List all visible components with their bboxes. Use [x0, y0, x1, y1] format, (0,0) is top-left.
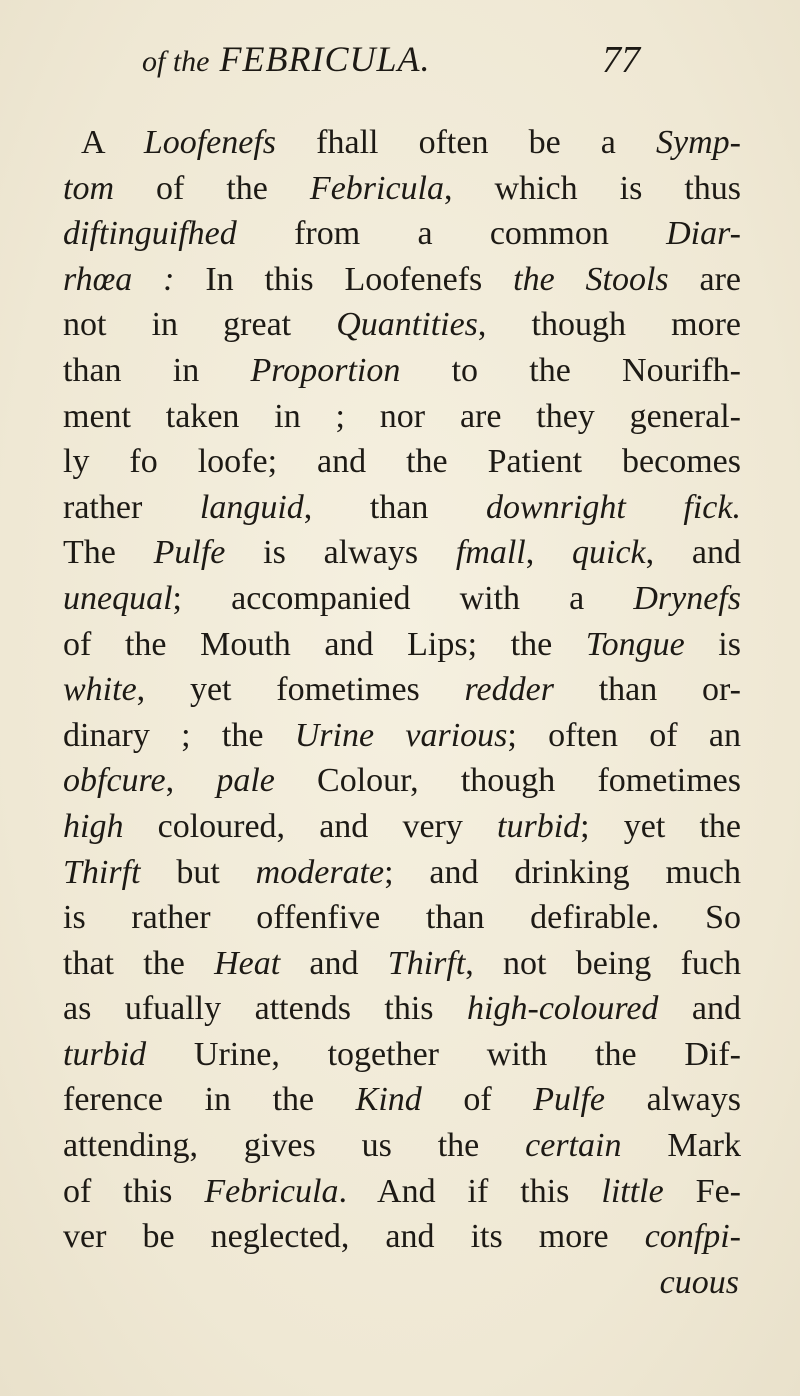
text-line: rather languid, than downright fick.: [63, 488, 741, 526]
text-line: diftinguifhed from a common Diar-: [63, 215, 741, 253]
text-line: ment taken in ; nor are they general-: [63, 397, 741, 435]
text-line: dinary ; the Urine various; often of an: [63, 716, 741, 754]
text-line: is rather offenfive than defirable. So: [63, 899, 741, 937]
text-line: A Loofenefs fhall often be a Symp-: [81, 124, 741, 161]
text-line: of the Mouth and Lips; the Tongue is: [63, 625, 741, 663]
page-number: 77: [602, 39, 640, 81]
text-line: rhœa : In this Loofenefs the Stools are: [63, 260, 741, 298]
text-line: attending, gives us the certain Mark: [63, 1127, 741, 1165]
text-line: The Pulfe is always fmall, quick, and: [63, 534, 742, 572]
text-line: tom of the Febricula, which is thus: [63, 169, 742, 207]
text-line: turbid Urine, together with the Dif-: [63, 1035, 741, 1073]
text-line: ference in the Kind of Pulfe always: [63, 1081, 741, 1119]
text-line: than in Proportion to the Nourifh-: [63, 351, 742, 389]
text-line: of this Febricula. And if this little Fe-: [63, 1172, 741, 1210]
running-title: [142, 38, 430, 80]
text-line: Thirft but moderate; and drinking much: [63, 853, 741, 891]
text-line: white, yet fometimes redder than or-: [63, 671, 741, 709]
running-title-main: FEBRICULA.: [219, 39, 431, 79]
text-line: ver be neglected, and its more confpi-: [63, 1218, 741, 1256]
text-line: not in great Quantities, though more: [63, 306, 741, 344]
text-line: obfcure, pale Colour, though fometimes: [63, 762, 741, 800]
body-text: [63, 120, 741, 1305]
text-line: ly fo loofe; and the Patient becomes: [63, 443, 741, 481]
text-line: as ufually attends this high-coloured and: [63, 990, 742, 1028]
catchword: cuous: [659, 1263, 739, 1301]
text-line: that the Heat and Thirft, not being fuch: [63, 944, 741, 982]
text-line: unequal; accompanied with a Drynefs: [63, 579, 741, 617]
page-header: [0, 38, 800, 98]
text-line: high coloured, and very turbid; yet the: [63, 807, 741, 845]
running-title-of: of the: [142, 45, 210, 78]
